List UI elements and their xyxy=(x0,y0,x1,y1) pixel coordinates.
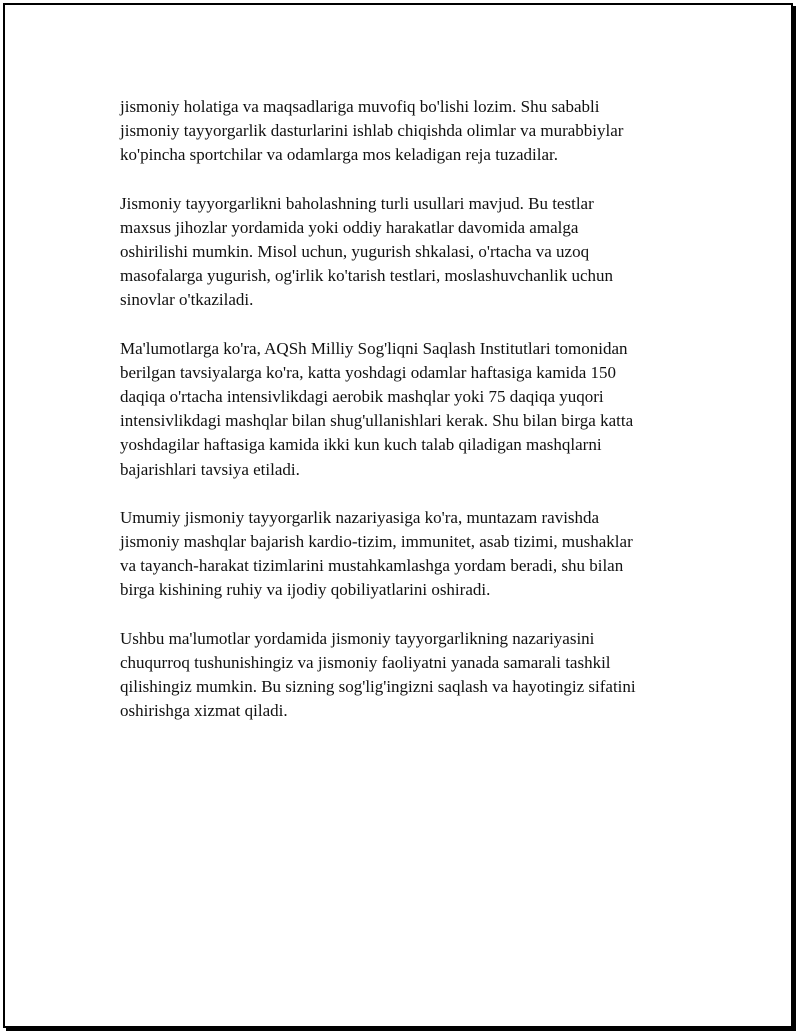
paragraph-2: Jismoniy tayyorgarlikni baholashning turli usullari mavjud. Bu testlar maxsus jihozlar yordamida yoki oddiy harakatlar davomida amalga oshirilishi mumkin. Misol uchun, yugurish shkalasi, o'rtacha va uzoq masofalarga yugurish, og'irlik ko'tarish testlari, moslashuvchanlik uchun sinovlar o'tkaziladi. xyxy=(120,193,614,310)
document-page xyxy=(3,3,793,1028)
paragraph-3: Ma'lumotlarga ko'ra, AQSh Milliy Sog'liqni Saqlash Institutlari tomonidan berilgan tavsiyalarga ko'ra, katta yoshdagi odamlar haftasiga kamida 150 daqiqa o'rtacha intensivlikdagi aerobik mashqlar yoki 75 daqiqa yuqori intensivlikdagi mashqlar bilan shug'ullanishlari kerak. Shu bilan birga katta yoshdagilar haftasiga kamida ikki kun kuch talab qiladigan mashqlarni bajarishlari tavsiya etiladi. xyxy=(120,338,634,479)
paragraph-1: jismoniy holatiga va maqsadlariga muvofiq bo'lishi lozim. Shu sababli jismoniy tayyorgarlik dasturlarini ishlab chiqishda olimlar va murabbiylar ko'pincha sportchilar va odamlarga mos keladigan reja tuzadilar. xyxy=(120,97,624,165)
document-body xyxy=(120,95,690,747)
paragraph-4: Umumiy jismoniy tayyorgarlik nazariyasiga ko'ra, muntazam ravishda jismoniy mashqlar bajarish kardio-tizim, immunitet, asab tizimi, mushaklar va tayanch-harakat tizimlarini mustahkamlashga yordam beradi, shu bilan birga kishining ruhiy va ijodiy qobiliyatlarini oshiradi. xyxy=(120,507,633,600)
paragraph-5: Ushbu ma'lumotlar yordamida jismoniy tayyorgarlikning nazariyasini chuqurroq tushunishingiz va jismoniy faoliyatni yanada samarali tashkil qilishingiz mumkin. Bu sizning sog'lig'ingizni saqlash va hayotingiz sifatini oshirishga xizmat qiladi. xyxy=(120,628,636,721)
